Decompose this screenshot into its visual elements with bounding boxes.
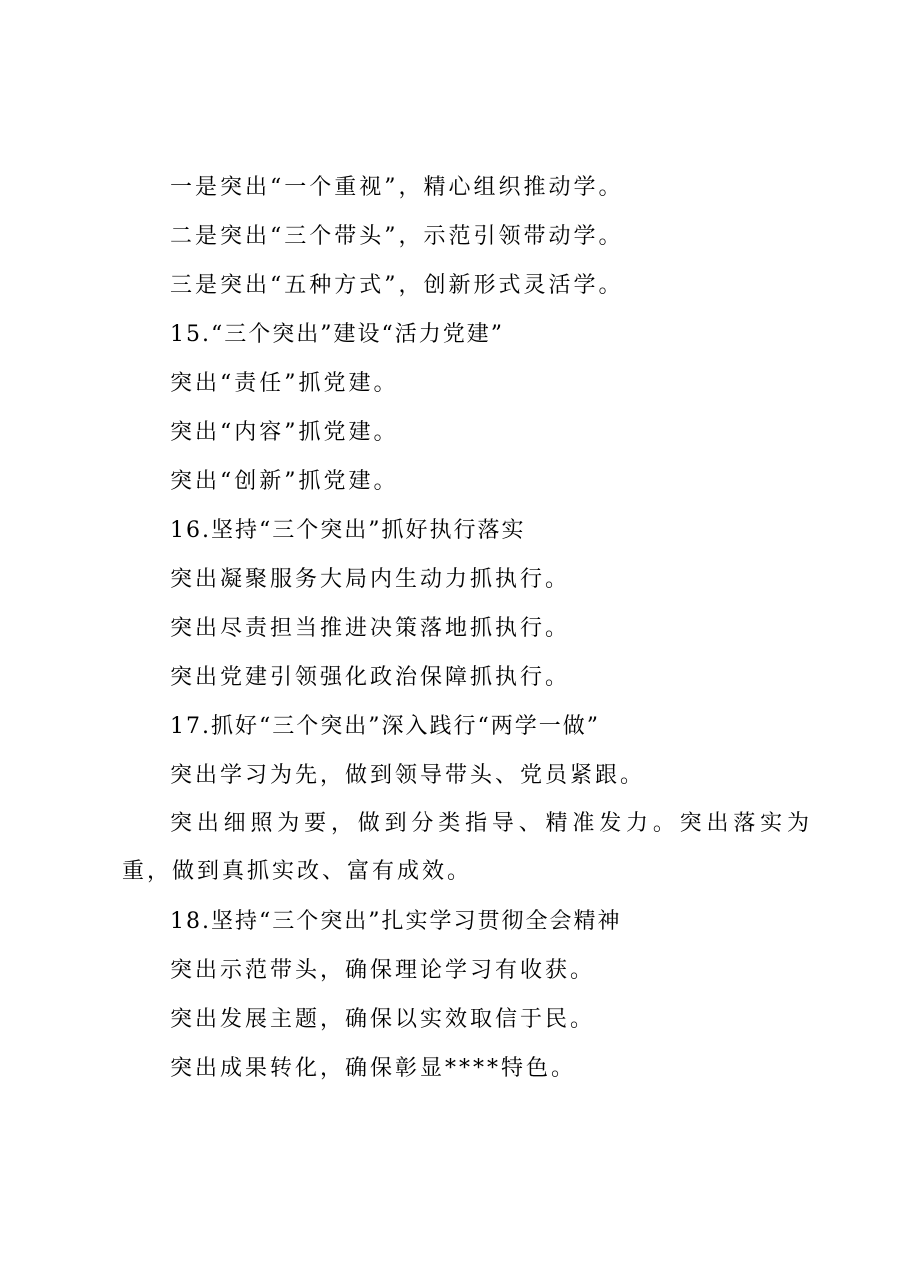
paragraph: 突出细照为要，做到分类指导、精准发力。突出落实为重，做到真抓实改、富有成效。	[122, 811, 812, 884]
paragraph: 一是突出“一个重视”，精心组织推动学。	[170, 175, 624, 200]
paragraph: 突出党建引领强化政治保障抓执行。	[170, 665, 571, 690]
paragraph: 突出“内容”抓党建。	[170, 420, 399, 445]
paragraph: 突出示范带头，确保理论学习有收获。	[170, 958, 596, 983]
paragraph: 突出“责任”抓党建。	[170, 371, 399, 396]
section-heading: 16.坚持“三个突出”抓好执行落实	[170, 518, 526, 543]
paragraph: 二是突出“三个带头”，示范引领带动学。	[170, 224, 624, 249]
paragraph: 突出发展主题，确保以实效取信于民。	[170, 1007, 596, 1032]
document-body	[122, 163, 812, 1093]
section-heading: 18.坚持“三个突出”扎实学习贯彻全会精神	[170, 909, 622, 934]
paragraph: 突出尽责担当推进决策落地抓执行。	[170, 616, 571, 641]
paragraph: 突出凝聚服务大局内生动力抓执行。	[170, 567, 571, 592]
paragraph: 突出“创新”抓党建。	[170, 469, 399, 494]
paragraph: 突出成果转化，确保彰显****特色。	[170, 1056, 577, 1081]
section-heading: 17.抓好“三个突出”深入践行“两学一做”	[170, 714, 600, 739]
section-heading: 15.“三个突出”建设“活力党建”	[170, 322, 504, 347]
paragraph: 三是突出“五种方式”，创新形式灵活学。	[170, 273, 624, 298]
paragraph: 突出学习为先，做到领导带头、党员紧跟。	[170, 763, 646, 788]
